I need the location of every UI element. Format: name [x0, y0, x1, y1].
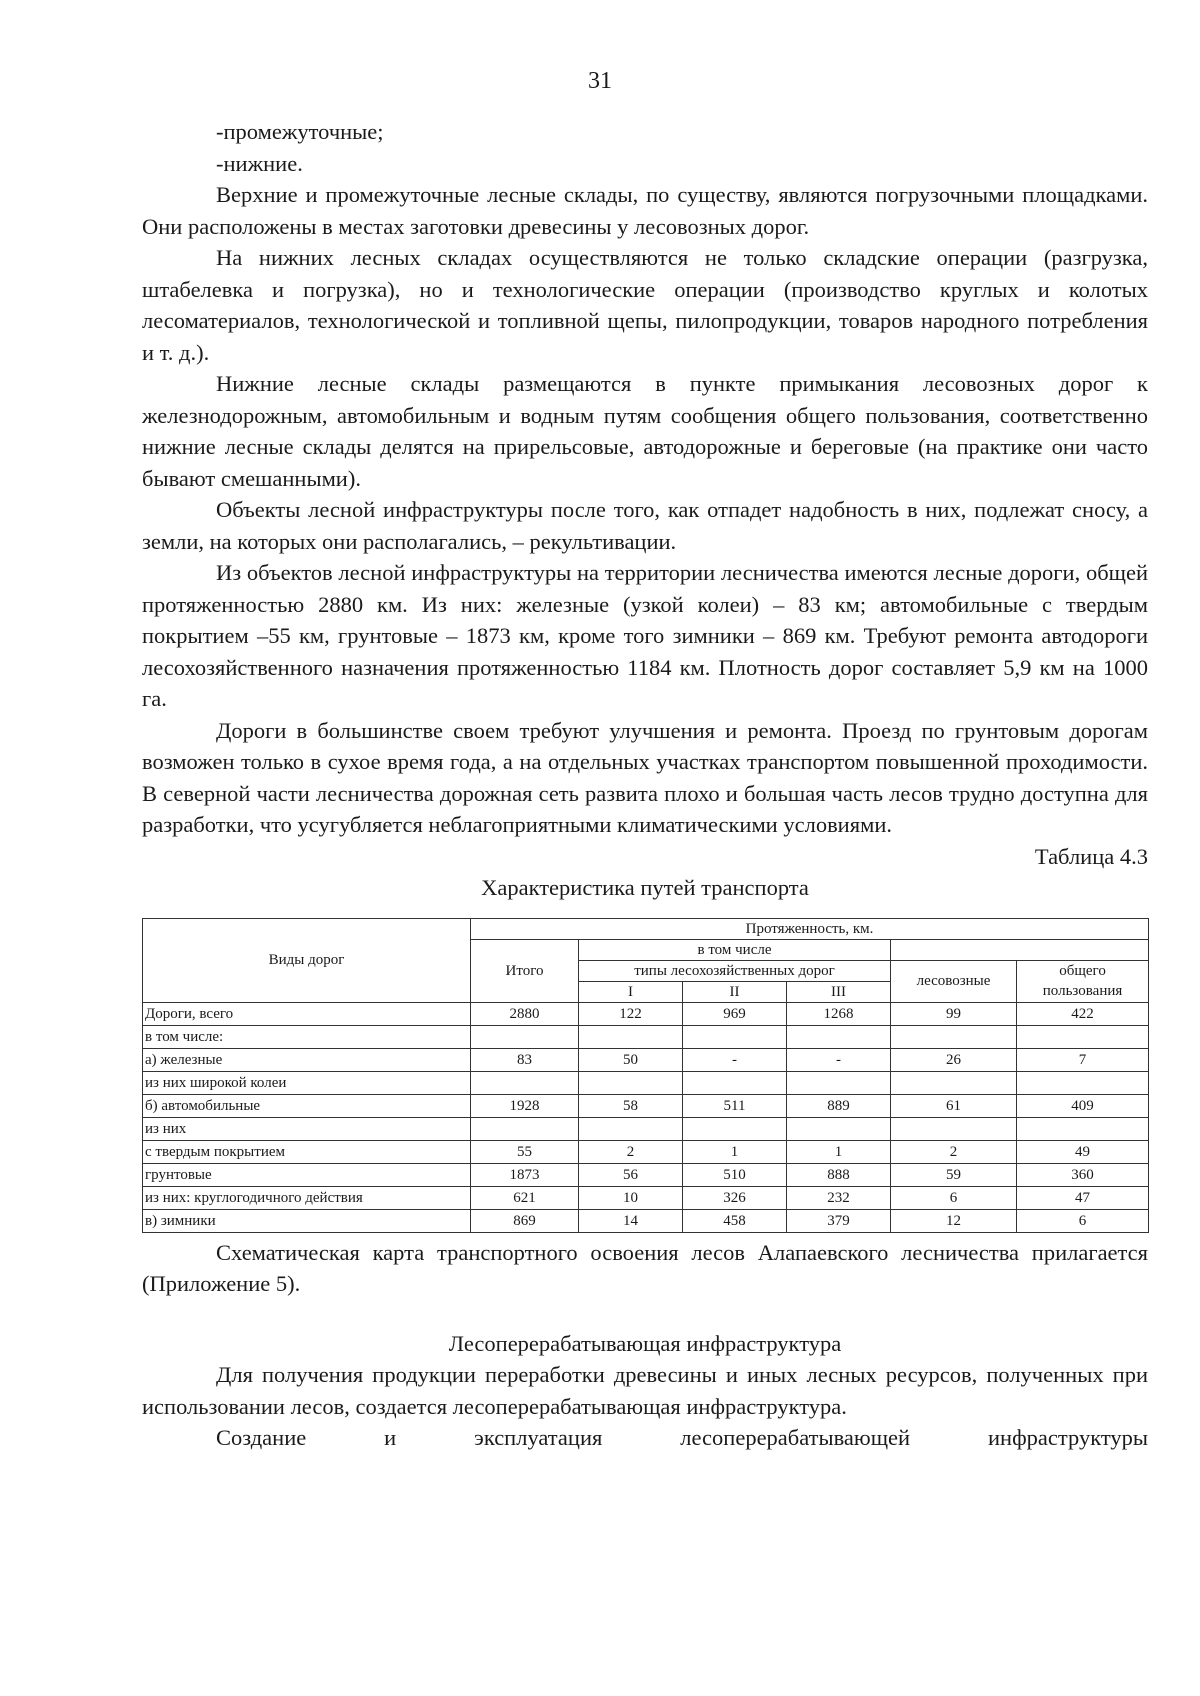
table-reference: Таблица 4.3	[1034, 843, 1148, 869]
cell-logging: 12	[891, 1209, 1017, 1232]
cell-type-1: 10	[579, 1186, 683, 1209]
cell-logging: 6	[891, 1186, 1017, 1209]
cell-type-1: 50	[579, 1048, 683, 1071]
cell-logging: 99	[891, 1002, 1017, 1025]
cell-type-3: 1268	[787, 1002, 891, 1025]
cell-type-2: 511	[683, 1094, 787, 1117]
table-row	[143, 1025, 1149, 1048]
cell-logging	[891, 1117, 1017, 1140]
list-item: -нижние.	[216, 150, 303, 176]
table-row	[143, 1094, 1149, 1117]
cell-public: 7	[1017, 1048, 1149, 1071]
cell-type-3: 888	[787, 1163, 891, 1186]
paragraph: Объекты лесной инфраструктуры после того, как отпадет надобность в них, подлежат сносу, а земли, на которых они располагались, – рекультивации.	[142, 497, 1148, 554]
cell-total: 621	[471, 1186, 579, 1209]
row-label: в том числе:	[143, 1025, 471, 1048]
cell-total: 869	[471, 1209, 579, 1232]
transport-table	[142, 918, 1149, 1233]
row-label: из них: круглогодичного действия	[143, 1186, 471, 1209]
table-row	[143, 1186, 1149, 1209]
page-number: 31	[588, 68, 612, 94]
table-row	[143, 1048, 1149, 1071]
cell-type-2: 458	[683, 1209, 787, 1232]
cell-public	[1017, 1071, 1149, 1094]
cell-type-2: 969	[683, 1002, 787, 1025]
cell-type-1	[579, 1117, 683, 1140]
header-forestry-types: типы лесохозяйственных дорог	[579, 960, 891, 981]
header-length: Протяженность, км.	[471, 918, 1149, 939]
header-logging: лесовозные	[891, 960, 1017, 1002]
section-title: Лесоперерабатывающая инфраструктура	[448, 1330, 842, 1356]
cell-type-1: 2	[579, 1140, 683, 1163]
cell-type-2	[683, 1025, 787, 1048]
cell-type-3: -	[787, 1048, 891, 1071]
header-type-1: I	[579, 981, 683, 1002]
header-type-3: III	[787, 981, 891, 1002]
cell-type-3	[787, 1117, 891, 1140]
cell-public: 360	[1017, 1163, 1149, 1186]
cell-type-1: 58	[579, 1094, 683, 1117]
cell-public	[1017, 1117, 1149, 1140]
cell-total	[471, 1117, 579, 1140]
row-label: грунтовые	[143, 1163, 471, 1186]
table-row	[143, 1071, 1149, 1094]
cell-logging	[891, 1071, 1017, 1094]
cell-type-2	[683, 1071, 787, 1094]
cell-type-1: 122	[579, 1002, 683, 1025]
header-blank	[891, 939, 1149, 960]
paragraph: Для получения продукции переработки древесины и иных лесных ресурсов, полученных при использовании лесов, создается лесоперерабатывающая инфраструктура.	[142, 1362, 1148, 1419]
cell-total	[471, 1071, 579, 1094]
row-label: Дороги, всего	[143, 1002, 471, 1025]
cell-type-3: 1	[787, 1140, 891, 1163]
cell-type-2: -	[683, 1048, 787, 1071]
table-row	[143, 1209, 1149, 1232]
table-row	[143, 1163, 1149, 1186]
paragraph: Нижние лесные склады размещаются в пункте примыкания лесовозных дорог к железнодорожным, автомобильным и водным путям сообщения общего пользования, соответственно нижние лесные склады делятся на прирельсовые, автодорожные и береговые (на практике они часто бывают смешанными).	[142, 371, 1148, 491]
cell-type-1	[579, 1025, 683, 1048]
cell-type-1: 56	[579, 1163, 683, 1186]
cell-total: 83	[471, 1048, 579, 1071]
paragraph: Верхние и промежуточные лесные склады, по существу, являются погрузочными площадками. Они расположены в местах заготовки древесины у лесовозных дорог.	[142, 182, 1148, 239]
cell-type-1	[579, 1071, 683, 1094]
cell-type-2: 510	[683, 1163, 787, 1186]
table-title: Характеристика путей транспорта	[481, 875, 809, 900]
row-label: в) зимники	[143, 1209, 471, 1232]
cell-type-3: 889	[787, 1094, 891, 1117]
paragraph: Схематическая карта транспортного освоения лесов Алапаевского лесничества прилагается (Приложение 5).	[142, 1239, 1148, 1296]
document-body	[142, 116, 1148, 1454]
cell-type-3	[787, 1071, 891, 1094]
row-label: б) автомобильные	[143, 1094, 471, 1117]
cell-type-2: 1	[683, 1140, 787, 1163]
paragraph: На нижних лесных складах осуществляются не только складские операции (разгрузка, штабелевка и погрузка), но и технологические операции (производство круглых и колотых лесоматериалов, технологической и топливной щепы, пилопродукции, товаров народного потребления и т. д.).	[142, 245, 1148, 365]
table-row	[143, 1002, 1149, 1025]
cell-public	[1017, 1025, 1149, 1048]
cell-total: 2880	[471, 1002, 579, 1025]
row-label: а) железные	[143, 1048, 471, 1071]
cell-total: 1928	[471, 1094, 579, 1117]
header-including: в том числе	[579, 939, 891, 960]
cell-total: 1873	[471, 1163, 579, 1186]
cell-type-2: 326	[683, 1186, 787, 1209]
row-label: из них	[143, 1117, 471, 1140]
cell-logging: 26	[891, 1048, 1017, 1071]
cell-type-3: 232	[787, 1186, 891, 1209]
row-label: из них широкой колеи	[143, 1071, 471, 1094]
cell-total	[471, 1025, 579, 1048]
cell-public: 6	[1017, 1209, 1149, 1232]
cell-total: 55	[471, 1140, 579, 1163]
paragraph: Из объектов лесной инфраструктуры на территории лесничества имеются лесные дороги, общей протяженностью 2880 км. Из них: железные (узкой колеи) – 83 км; автомобильные с твердым покрытием –55 км, грунтовые – 1873 км, кроме того зимники – 869 км. Требуют ремонта автодороги лесохозяйственного назначения протяженностью 1184 км. Плотность дорог составляет 5,9 км на 1000 га.	[142, 560, 1148, 711]
paragraph-continued: Создание и эксплуатация лесоперерабатывающей инфраструктуры	[216, 1425, 1148, 1450]
cell-type-3: 379	[787, 1209, 891, 1232]
cell-logging	[891, 1025, 1017, 1048]
row-label: с твердым покрытием	[143, 1140, 471, 1163]
table-row	[143, 1140, 1149, 1163]
paragraph: Дороги в большинстве своем требуют улучшения и ремонта. Проезд по грунтовым дорогам возможен только в сухое время года, а на отдельных участках транспортом повышенной проходимости. В северной части лесничества дорожная сеть развита плохо и большая часть лесов трудно доступна для разработки, что усугубляется неблагоприятными климатическими условиями.	[142, 717, 1148, 837]
cell-public: 47	[1017, 1186, 1149, 1209]
header-total: Итого	[471, 939, 579, 1002]
list-item: -промежуточные;	[216, 119, 384, 144]
cell-public: 49	[1017, 1140, 1149, 1163]
header-public-use: общего пользования	[1017, 960, 1149, 1002]
header-type-2: II	[683, 981, 787, 1002]
cell-type-3	[787, 1025, 891, 1048]
cell-logging: 59	[891, 1163, 1017, 1186]
cell-public: 409	[1017, 1094, 1149, 1117]
cell-public: 422	[1017, 1002, 1149, 1025]
cell-logging: 2	[891, 1140, 1017, 1163]
table-row	[143, 1117, 1149, 1140]
cell-type-2	[683, 1117, 787, 1140]
header-road-types: Виды дорог	[143, 918, 471, 1002]
cell-logging: 61	[891, 1094, 1017, 1117]
cell-type-1: 14	[579, 1209, 683, 1232]
